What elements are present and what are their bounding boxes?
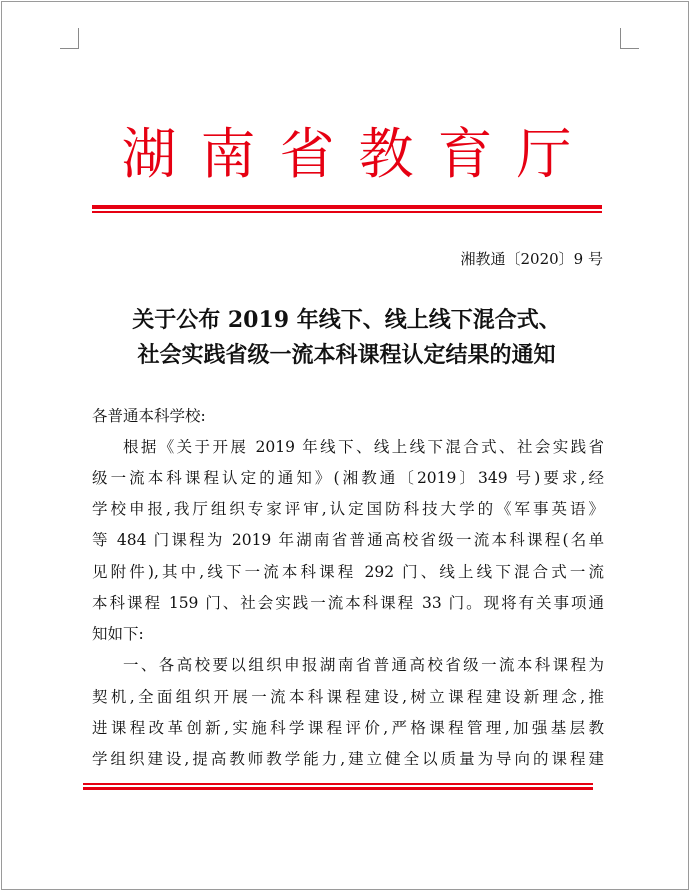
paragraph-2-line: 契机,全面组织开展一流本科课程建设,树立课程建设新理念,推 <box>92 688 604 706</box>
document-heading-line-1: 关于公布 2019 年线下、线上线下混合式、 <box>132 307 561 333</box>
paragraph-1-line: 根据《关于开展 2019 年线下、线上线下混合式、社会实践省 <box>123 438 604 456</box>
paragraph-1-line: 本科课程 159 门、社会实践一流本科课程 33 门。现将有关事项通 <box>92 594 604 612</box>
crop-mark-top-left <box>60 28 79 49</box>
header-red-rule-thick <box>92 205 602 209</box>
salutation: 各普通本科学校: <box>92 407 206 425</box>
document-number: 湘教通〔2020〕9 号 <box>460 250 603 268</box>
agency-title: 湖南省教育厅 <box>121 122 596 186</box>
document-heading-line-2: 社会实践省级一流本科课程认定结果的通知 <box>137 342 556 368</box>
paragraph-1-line: 级一流本科课程认定的通知》(湘教通〔2019〕349 号)要求,经 <box>92 469 604 487</box>
paragraph-1-line: 见附件),其中,线下一流本科课程 292 门、线上线下混合式一流 <box>92 563 604 581</box>
header-red-rule-thin <box>92 211 602 213</box>
crop-mark-top-right <box>620 28 639 49</box>
footer-red-rule-thick <box>83 787 593 790</box>
footer-red-rule-thin <box>83 783 593 785</box>
paragraph-2-line: 一、各高校要以组织申报湖南省普通高校省级一流本科课程为 <box>123 656 604 674</box>
paragraph-1-line: 等 484 门课程为 2019 年湖南省普通高校省级一流本科课程(名单 <box>92 531 604 549</box>
paragraph-2-line: 进课程改革创新,实施科学课程评价,严格课程管理,加强基层教 <box>92 719 604 737</box>
paragraph-1-line: 学校申报,我厅组织专家评审,认定国防科技大学的《军事英语》 <box>92 500 604 518</box>
paragraph-2-line: 学组织建设,提高教师教学能力,建立健全以质量为导向的课程建 <box>92 750 604 768</box>
paragraph-1-line: 知如下: <box>92 625 144 643</box>
